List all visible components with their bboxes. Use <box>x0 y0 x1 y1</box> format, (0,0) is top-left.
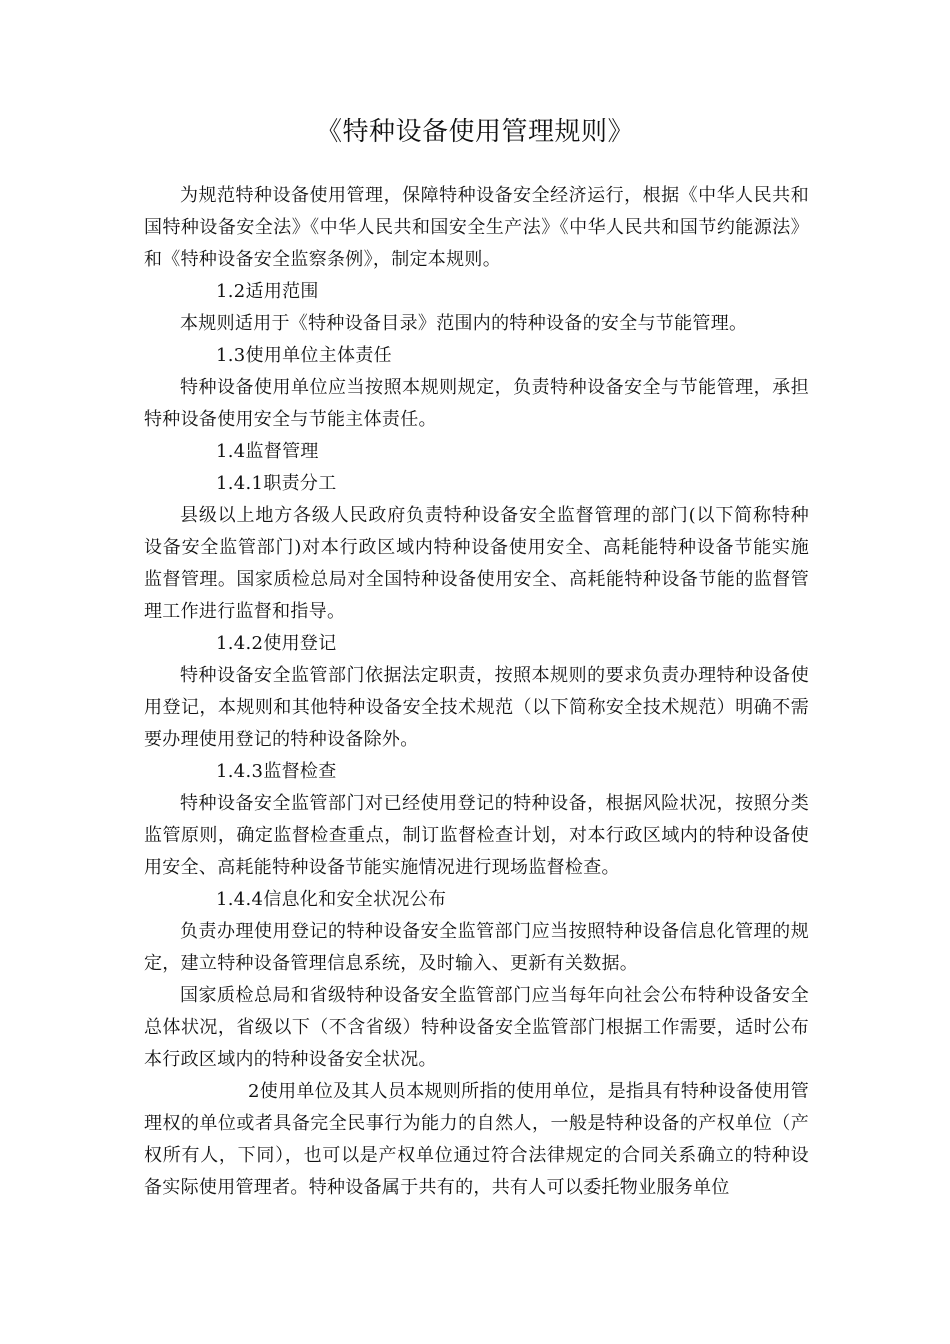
section-heading-1-4-4 <box>144 884 809 916</box>
section-number: 2 <box>248 1081 260 1102</box>
document-body <box>144 180 809 1204</box>
section-1-2-paragraph: 本规则适用于《特种设备目录》范围内的特种设备的安全与节能管理。 <box>180 313 748 334</box>
section-heading-1-2 <box>144 276 809 308</box>
section-heading-1-4-1 <box>144 468 809 500</box>
section-heading-1-4 <box>144 436 809 468</box>
section-number: 1.4.1 <box>216 473 264 494</box>
section-title: 适用范围 <box>245 281 319 302</box>
section-1-4-1-paragraph: 县级以上地方各级人民政府负责特种设备安全监督管理的部门(以下简称特种设备安全监管部门)对本行政区域内特种设备使用安全、高耗能特种设备节能实施监督管理。国家质检总局对全国特种设备使用安全、高耗能特种设备节能的监督管理工作进行监督和指导。 <box>144 505 809 622</box>
section-1-4-3-paragraph: 特种设备安全监管部门对已经使用登记的特种设备，根据风险状况，按照分类监管原则，确定监督检查重点，制订监督检查计划，对本行政区域内的特种设备使用安全、高耗能特种设备节能实施情况进行现场监督检查。 <box>144 793 809 878</box>
section-title: 监督管理 <box>245 441 319 462</box>
section-1-4-4-paragraph-b: 国家质检总局和省级特种设备安全监管部门应当每年向社会公布特种设备安全总体状况，省级以下（不含省级）特种设备安全监管部门根据工作需要，适时公布本行政区域内的特种设备安全状况。 <box>144 985 809 1070</box>
section-2-paragraph <box>144 1076 809 1204</box>
section-heading-1-4-2 <box>144 628 809 660</box>
section-title: 职责分工 <box>263 473 337 494</box>
section-heading-1-3 <box>144 340 809 372</box>
section-title: 使用单位主体责任 <box>245 345 392 366</box>
section-title: 使用登记 <box>263 633 337 654</box>
section-1-4-4-paragraph-a: 负责办理使用登记的特种设备安全监管部门应当按照特种设备信息化管理的规定，建立特种设备管理信息系统，及时输入、更新有关数据。 <box>144 921 809 974</box>
section-number: 1.4.2 <box>216 633 264 654</box>
section-number: 1.3 <box>216 345 246 366</box>
section-1-3-paragraph: 特种设备使用单位应当按照本规则规定，负责特种设备安全与节能管理，承担特种设备使用安全与节能主体责任。 <box>144 377 809 430</box>
section-2-text: 使用单位及其人员本规则所指的使用单位，是指具有特种设备使用管理权的单位或者具备完全民事行为能力的自然人，一般是特种设备的产权单位（产权所有人，下同），也可以是产权单位通过符合法律规定的合同关系确立的特种设备实际使用管理者。特种设备属于共有的，共有人可以委托物业服务单位 <box>144 1081 809 1198</box>
section-1-4-2-paragraph: 特种设备安全监管部门依据法定职责，按照本规则的要求负责办理特种设备使用登记，本规则和其他特种设备安全技术规范（以下简称安全技术规范）明确不需要办理使用登记的特种设备除外。 <box>144 665 809 750</box>
document-title: 《特种设备使用管理规则》 <box>315 117 634 147</box>
intro-paragraph: 为规范特种设备使用管理，保障特种设备安全经济运行，根据《中华人民共和国特种设备安全法》《中华人民共和国安全生产法》《中华人民共和国节约能源法》和《特种设备安全监察条例》，制定本规则。 <box>144 185 809 270</box>
section-number: 1.4 <box>216 441 246 462</box>
section-number: 1.4.3 <box>216 761 264 782</box>
section-title: 信息化和安全状况公布 <box>263 889 447 910</box>
section-number: 1.2 <box>216 281 246 302</box>
section-heading-1-4-3 <box>144 756 809 788</box>
section-number: 1.4.4 <box>216 889 264 910</box>
section-title: 监督检查 <box>263 761 337 782</box>
